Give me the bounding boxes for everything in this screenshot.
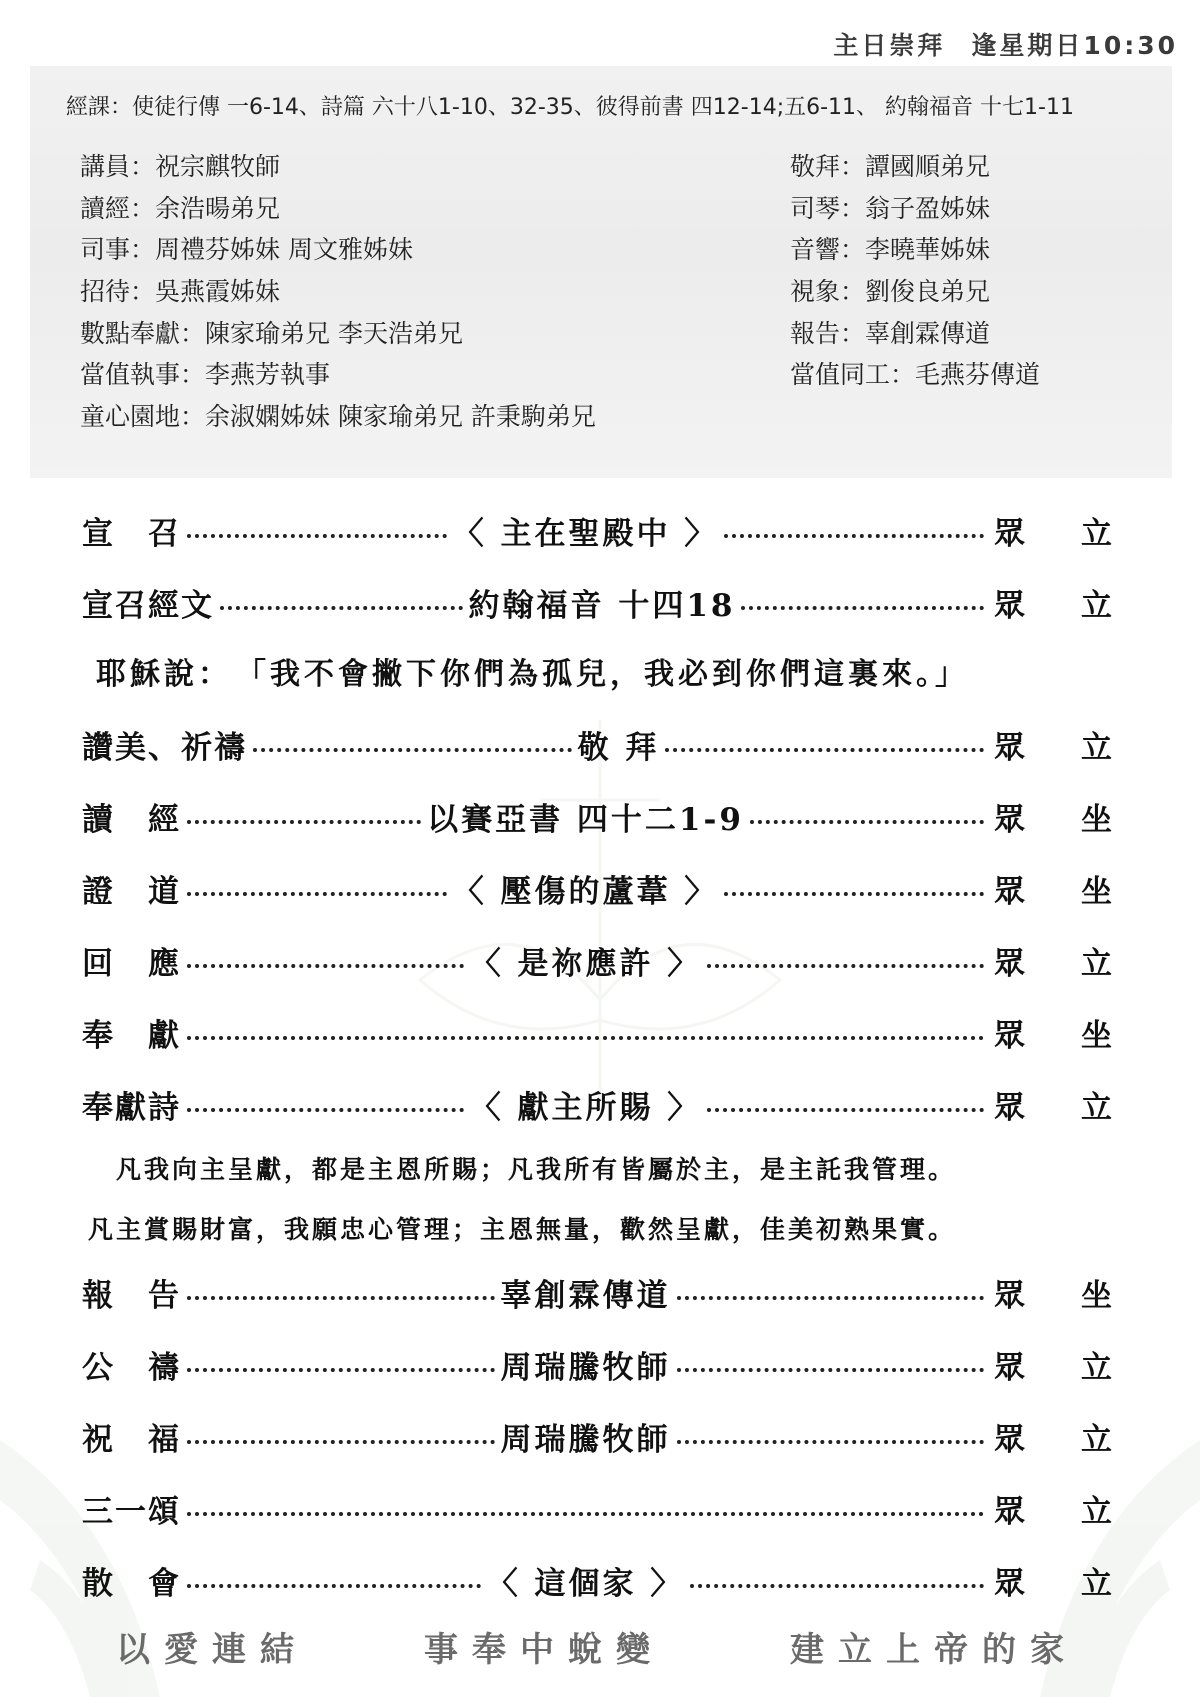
call-verse-text: 耶穌說： 「我不會撇下你們為孤兒，我必到你們這裏來。」 [96, 657, 969, 692]
service-time: 逢星期日10:30 [971, 31, 1178, 60]
item-posture: 眾 立 [994, 1565, 1114, 1602]
order-item-response [82, 934, 1114, 986]
item-posture: 眾 立 [994, 515, 1114, 552]
service-title: 主日崇拜 [833, 31, 946, 60]
order-item-offering [82, 1006, 1114, 1058]
order-item-doxology [82, 1482, 1114, 1534]
item-name: 證 道 [82, 873, 181, 910]
order-item-sermon [82, 862, 1114, 914]
item-posture: 眾 立 [994, 1089, 1114, 1126]
role-greeter: 招待：吳燕霞姊妹 [80, 277, 281, 307]
order-item-benediction [82, 1410, 1114, 1462]
hymn-lyric-line: 凡我向主呈獻，都是主恩所賜；凡我所有皆屬於主，是主託我管理。 [116, 1155, 957, 1184]
item-detail: 周瑞騰牧師 [500, 1349, 671, 1386]
order-item-dismissal [82, 1554, 1114, 1606]
item-detail: 〈 是祢應許 〉 [469, 945, 702, 982]
item-posture: 眾 立 [994, 1493, 1114, 1530]
item-posture: 眾 坐 [994, 801, 1114, 838]
item-name: 報 告 [82, 1277, 181, 1314]
role-reader: 讀經：余浩暘弟兄 [80, 193, 281, 223]
order-item-call-verse [82, 576, 1114, 628]
motto-3: 建立上帝的家 [790, 1630, 1078, 1670]
item-posture: 眾 坐 [994, 873, 1114, 910]
order-item-announcements [82, 1266, 1114, 1318]
item-name: 讚美、祈禱 [82, 729, 247, 766]
item-detail: 〈 主在聖殿中 〉 [452, 515, 719, 552]
order-item-call [82, 504, 1114, 556]
item-name: 宣召經文 [82, 587, 214, 624]
item-name: 祝 福 [82, 1421, 181, 1458]
role-children: 童心園地：余淑嫻姊妹 陳家瑜弟兄 許秉駒弟兄 [80, 402, 596, 432]
item-detail: 辜創霖傳道 [500, 1277, 671, 1314]
item-detail: 〈 獻主所賜 〉 [469, 1089, 702, 1126]
order-item-praise [82, 718, 1114, 770]
order-item-offering-hymn [82, 1078, 1114, 1130]
item-name: 散 會 [82, 1565, 181, 1602]
item-posture: 眾 坐 [994, 1277, 1114, 1314]
item-name: 宣 召 [82, 515, 181, 552]
item-posture: 眾 立 [994, 945, 1114, 982]
motto-1: 以愛連結 [116, 1630, 308, 1670]
role-ushers: 司事：周禮芬姊妹 周文雅姊妹 [80, 235, 413, 265]
item-posture: 眾 立 [994, 587, 1114, 624]
item-name: 讀 經 [82, 801, 181, 838]
item-name: 三一頌 [82, 1493, 181, 1530]
role-deacon: 當值執事：李燕芳執事 [80, 360, 331, 390]
item-name: 公 禱 [82, 1349, 181, 1386]
hymn-lyric-line: 凡主賞賜財富，我願忠心管理；主恩無量，歡然呈獻，佳美初熟果實。 [88, 1215, 957, 1244]
item-detail: 〈 這個家 〉 [486, 1565, 685, 1602]
item-detail: 約翰福音 十四18 [468, 587, 736, 624]
role-pianist: 司琴：翁子盈姊妹 [790, 193, 991, 223]
item-posture: 眾 坐 [994, 1017, 1114, 1054]
role-worship: 敬拜：譚國順弟兄 [790, 152, 991, 181]
item-detail: 周瑞騰牧師 [500, 1421, 671, 1458]
motto-2: 事奉中蛻變 [424, 1630, 664, 1670]
role-sound: 音響：李曉華姊妹 [790, 235, 991, 265]
service-header [807, 26, 1178, 62]
roles-left [80, 146, 596, 438]
item-name: 奉獻詩 [82, 1089, 181, 1126]
role-speaker: 講員：祝宗麒牧師 [80, 152, 281, 181]
item-posture: 眾 立 [994, 1421, 1114, 1458]
order-item-prayer [82, 1338, 1114, 1390]
roles-right [790, 146, 1040, 396]
role-staff: 當值同工：毛燕芬傳道 [790, 360, 1041, 390]
role-offering-count: 數點奉獻：陳家瑜弟兄 李天浩弟兄 [80, 318, 463, 348]
role-announcements: 報告：辜創霖傳道 [790, 318, 991, 348]
order-item-reading [82, 790, 1114, 842]
item-detail: 敬 拜 [577, 729, 660, 766]
role-visual: 視象：劉俊良弟兄 [790, 277, 991, 307]
item-detail: 〈 壓傷的蘆葦 〉 [452, 873, 719, 910]
item-posture: 眾 立 [994, 1349, 1114, 1386]
item-detail: 以賽亞書 四十二1-9 [427, 801, 744, 838]
item-name: 奉 獻 [82, 1017, 181, 1054]
item-posture: 眾 立 [994, 729, 1115, 766]
scripture-readings: 經課：使徒行傳 一6-14、詩篇 六十八1-10、32-35、彼得前書 四12-14;五6-11、 約翰福音 十七1-11 [66, 95, 1074, 120]
item-name: 回 應 [82, 945, 181, 982]
